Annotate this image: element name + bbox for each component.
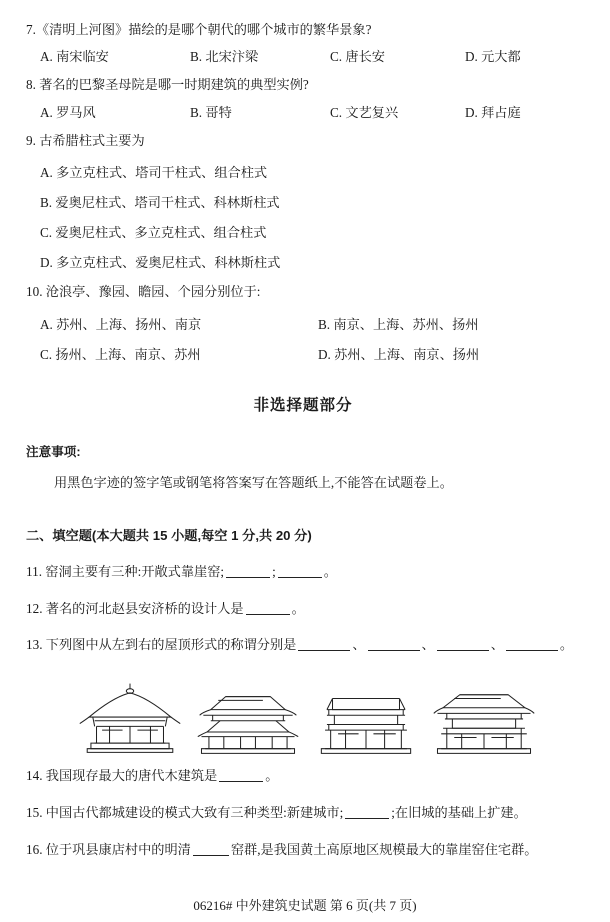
fill-item-15-mid: ;在旧城的基础上扩建。 bbox=[391, 805, 527, 820]
question-8-option-b[interactable]: B. 哥特 bbox=[190, 104, 232, 120]
question-9-option-c[interactable]: C. 爱奥尼柱式、多立克柱式、组合柱式 bbox=[40, 225, 267, 241]
fill-item-11-prefix: 11. 窑洞主要有三种:开敞式靠崖窑; bbox=[26, 563, 225, 579]
notice-body: 用黑色字迹的签字笔或钢笔将答案写在答题纸上,不能答在试题卷上。 bbox=[54, 474, 453, 490]
question-8-stem: 8. 著名的巴黎圣母院是哪一时期建筑的典型实例? bbox=[26, 77, 309, 93]
fill-item-15-blank-1[interactable] bbox=[345, 805, 389, 819]
fill-item-13-prefix: 13. 下列图中从左到右的屋顶形式的称谓分别是 bbox=[26, 637, 297, 653]
question-9-option-a[interactable]: A. 多立克柱式、塔司干柱式、组合柱式 bbox=[40, 165, 268, 181]
fill-item-13 bbox=[26, 635, 580, 655]
fill-item-13-sep-1: 、 bbox=[352, 637, 366, 653]
question-7-option-d[interactable]: D. 元大都 bbox=[465, 49, 521, 65]
fill-item-13-sep-2: 、 bbox=[421, 637, 435, 653]
question-10-option-c[interactable]: C. 扬州、上海、南京、苏州 bbox=[40, 346, 201, 362]
fill-item-13-blank-2[interactable] bbox=[368, 638, 420, 652]
fill-item-11 bbox=[26, 562, 580, 582]
question-10-options-row-2 bbox=[26, 344, 580, 363]
notice-heading: 注意事项: bbox=[26, 444, 81, 459]
hip-roof-figure bbox=[428, 678, 540, 758]
question-10-option-a[interactable]: A. 苏州、上海、扬州、南京 bbox=[40, 316, 202, 332]
fill-item-14-blank-1[interactable] bbox=[219, 769, 263, 783]
question-8-option-c[interactable]: C. 文艺复兴 bbox=[330, 104, 399, 120]
question-7-options bbox=[26, 46, 580, 65]
fill-item-15 bbox=[26, 803, 580, 823]
fill-in-blank-section-heading: 二、填空题(本大题共 15 小题,每空 1 分,共 20 分) bbox=[26, 527, 312, 543]
overhanging-gable-roof-figure bbox=[310, 678, 422, 758]
fill-item-13-blank-3[interactable] bbox=[437, 638, 489, 652]
fill-item-12-blank-1[interactable] bbox=[246, 601, 290, 615]
fill-item-16-blank-1[interactable] bbox=[193, 842, 229, 856]
fill-item-12-suffix: 。 bbox=[291, 600, 305, 616]
fill-item-13-blank-1[interactable] bbox=[298, 638, 350, 652]
roof-forms-figure-row bbox=[26, 672, 580, 760]
fill-item-16-mid: 窑群,是我国黄土高原地区规模最大的靠崖窑住宅群。 bbox=[230, 841, 538, 857]
question-7-option-b[interactable]: B. 北宋汴梁 bbox=[190, 49, 259, 65]
page-footer: 06216# 中外建筑史试题 第 6 页(共 7 页) bbox=[193, 898, 417, 913]
question-10-stem: 10. 沧浪亭、豫园、瞻园、个园分别位于: bbox=[26, 284, 261, 300]
question-8-option-d[interactable]: D. 拜占庭 bbox=[465, 104, 521, 120]
round-pavilion-roof-figure bbox=[74, 678, 186, 758]
fill-item-13-sep-3: 、 bbox=[490, 637, 504, 653]
question-9-option-b[interactable]: B. 爱奥尼柱式、塔司干柱式、科林斯柱式 bbox=[40, 195, 280, 211]
gable-hip-roof-figure bbox=[192, 678, 304, 758]
question-10-option-d[interactable]: D. 苏州、上海、南京、扬州 bbox=[318, 346, 480, 362]
fill-item-11-blank-1[interactable] bbox=[226, 564, 270, 578]
fill-item-14-suffix: 。 bbox=[265, 768, 279, 784]
fill-item-15-prefix: 15. 中国古代都城建设的模式大致有三种类型:新建城市; bbox=[26, 805, 344, 820]
question-10-options-row-1 bbox=[26, 314, 580, 333]
fill-item-12-prefix: 12. 著名的河北赵县安济桥的设计人是 bbox=[26, 600, 244, 616]
fill-item-16 bbox=[26, 840, 580, 860]
question-8-option-a[interactable]: A. 罗马风 bbox=[40, 104, 96, 120]
fill-item-14-prefix: 14. 我国现存最大的唐代木建筑是 bbox=[26, 768, 218, 784]
question-7-option-c[interactable]: C. 唐长安 bbox=[330, 49, 385, 65]
fill-item-11-suffix: 。 bbox=[323, 563, 337, 579]
question-9-stem: 9. 古希腊柱式主要为 bbox=[26, 132, 145, 148]
fill-item-13-suffix: 。 bbox=[559, 637, 574, 653]
question-7-option-a[interactable]: A. 南宋临安 bbox=[40, 49, 109, 65]
fill-item-14 bbox=[26, 766, 580, 786]
fill-item-13-blank-4[interactable] bbox=[506, 638, 558, 652]
question-9-option-d[interactable]: D. 多立克柱式、爱奥尼柱式、科林斯柱式 bbox=[40, 255, 281, 271]
question-7-stem: 7.《清明上河图》描绘的是哪个朝代的哪个城市的繁华景象? bbox=[26, 22, 372, 37]
section-title: 非选择题部分 bbox=[253, 396, 353, 414]
fill-item-12 bbox=[26, 599, 580, 619]
fill-item-11-mid: ; bbox=[272, 563, 276, 579]
question-8-options bbox=[26, 102, 580, 121]
question-10-option-b[interactable]: B. 南京、上海、苏州、扬州 bbox=[318, 316, 479, 332]
fill-item-16-prefix: 16. 位于巩县康店村中的明清 bbox=[26, 841, 191, 857]
fill-item-11-blank-2[interactable] bbox=[278, 564, 322, 578]
